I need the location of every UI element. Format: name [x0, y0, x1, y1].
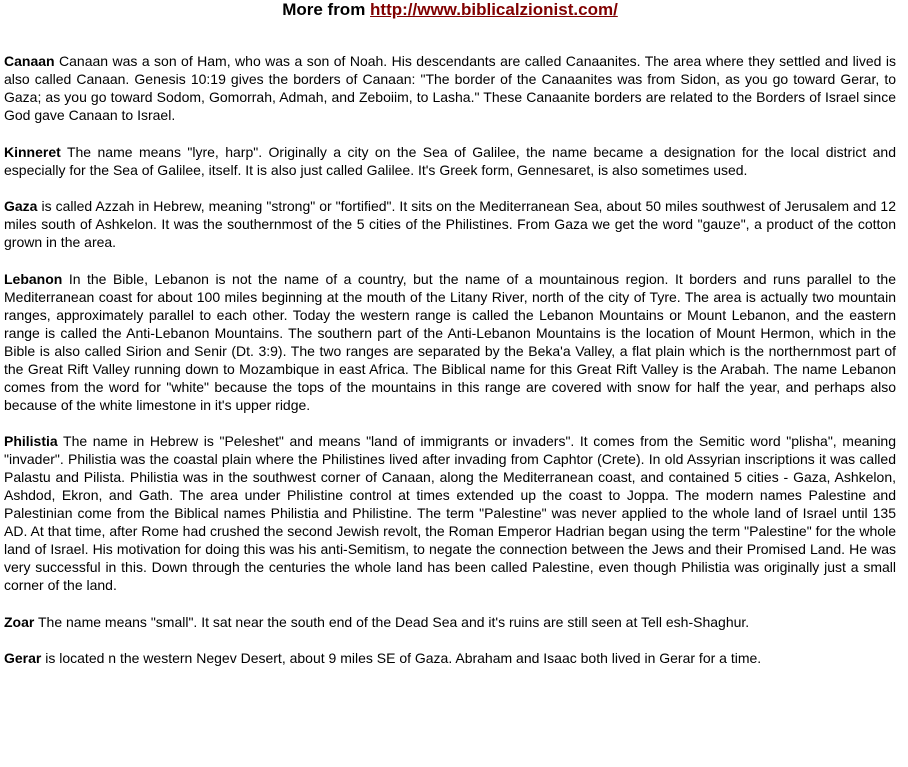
- entry-term: Lebanon: [4, 270, 63, 287]
- entry-term: Kinneret: [4, 143, 61, 160]
- biblicalzionist-link[interactable]: http://www.biblicalzionist.com/: [370, 0, 618, 19]
- page-header: [4, 0, 896, 20]
- entry-text: The name in Hebrew is "Peleshet" and means "land of immigrants or invaders". It comes from the Semitic word "plisha", meaning "invader". Philistia was the coastal plain where the Philistines lived after invading from Caphtor (Crete). In old Assyrian inscriptions it was called Palastu and Pilista. Philistia was in the southwest corner of Canaan, along the Mediterranean coast, and contained 5 cities - Gaza, Ashkelon, Ashdod, Ekron, and Gath. The area under Philistine control at times extended up the coast to Joppa. The modern names Palestine and Palestinian come from the Biblical names Philistia and Philistine. The term "Palestine" was never applied to the whole land of Israel until 135 AD. At that time, after Rome had crushed the second Jewish revolt, the Roman Emperor Hadrian began using the term "Palestine" for the whole land of Israel. His motivation for doing this was his anti-Semitism, to negate the connection between the Jews and their Promised Land. He was very successful in this. Down through the centuries the whole land has been called Palestine, even though Philistia was originally just a small corner of the land.: [4, 433, 896, 593]
- entry-gaza: [4, 197, 896, 251]
- entry-text: The name means "lyre, harp". Originally a city on the Sea of Galilee, the name became a designation for the local district and especially for the Sea of Galilee, itself. It is also just called Galilee. It's Greek form, Gennesaret, is also sometimes used.: [4, 143, 896, 178]
- entry-canaan: [4, 52, 896, 124]
- header-prefix: More from: [282, 0, 371, 19]
- entry-term: Gerar: [4, 650, 42, 666]
- entry-text: is called Azzah in Hebrew, meaning "strong" or "fortified". It sits on the Mediterranean Sea, about 50 miles southwest of Jerusalem and 12 miles south of Ashkelon. It was the southernmost of the 5 cities of the Philistines. From Gaza we get the word "gauze", a product of the cotton grown in the area.: [4, 198, 896, 250]
- entry-text: In the Bible, Lebanon is not the name of a country, but the name of a mountainous region. It borders and runs parallel to the Mediterranean coast for about 100 miles beginning at the mouth of the Litany River, north of the city of Tyre. The area is actually two mountain ranges, approximately parallel to each other. Today the western range is called the Lebanon Mountains or Mount Lebanon, and the eastern range is called the Anti-Lebanon Mountains. The southern part of the Anti-Lebanon Mountains is the location of Mount Hermon, which in the Bible is also called Sirion and Senir (Dt. 3:9). The two ranges are separated by the Beka'a Valley, a flat plain which is the northernmost part of the Great Rift Valley running down to Mozambique in east Africa. The Biblical name for this Great Rift Valley is the Arabah. The name Lebanon comes from the word for "white" because the tops of the mountains in this range are covered with snow for half the year, and perhaps also because of the white limestone in it's upper ridge.: [4, 270, 896, 413]
- entry-term: Philistia: [4, 433, 58, 449]
- entry-gerar: [4, 649, 896, 667]
- entry-text: The name means "small". It sat near the south end of the Dead Sea and it's ruins are still seen at Tell esh-Shaghur.: [34, 613, 750, 630]
- entry-kinneret: [4, 143, 896, 179]
- entry-text: Canaan was a son of Ham, who was a son of Noah. His descendants are called Canaanites. The area where they settled and lived is also called Canaan. Genesis 10:19 gives the borders of Canaan: "The border of the Canaanites was from Sidon, as you go toward Gerar, to Gaza; as you go toward Sodom, Gomorrah, Admah, and Zeboiim, to Lasha." These Canaanite borders are related to the Borders of Israel since God gave Canaan to Israel.: [4, 53, 896, 123]
- entry-term: Zoar: [4, 613, 35, 630]
- entry-philistia: [4, 432, 896, 594]
- entry-term: Canaan: [4, 53, 55, 69]
- entry-term: Gaza: [4, 198, 38, 214]
- entry-zoar: [4, 613, 896, 631]
- entry-text: is located n the western Negev Desert, about 9 miles SE of Gaza. Abraham and Isaac both lived in Gerar for a time.: [41, 650, 762, 666]
- entry-lebanon: [4, 270, 896, 414]
